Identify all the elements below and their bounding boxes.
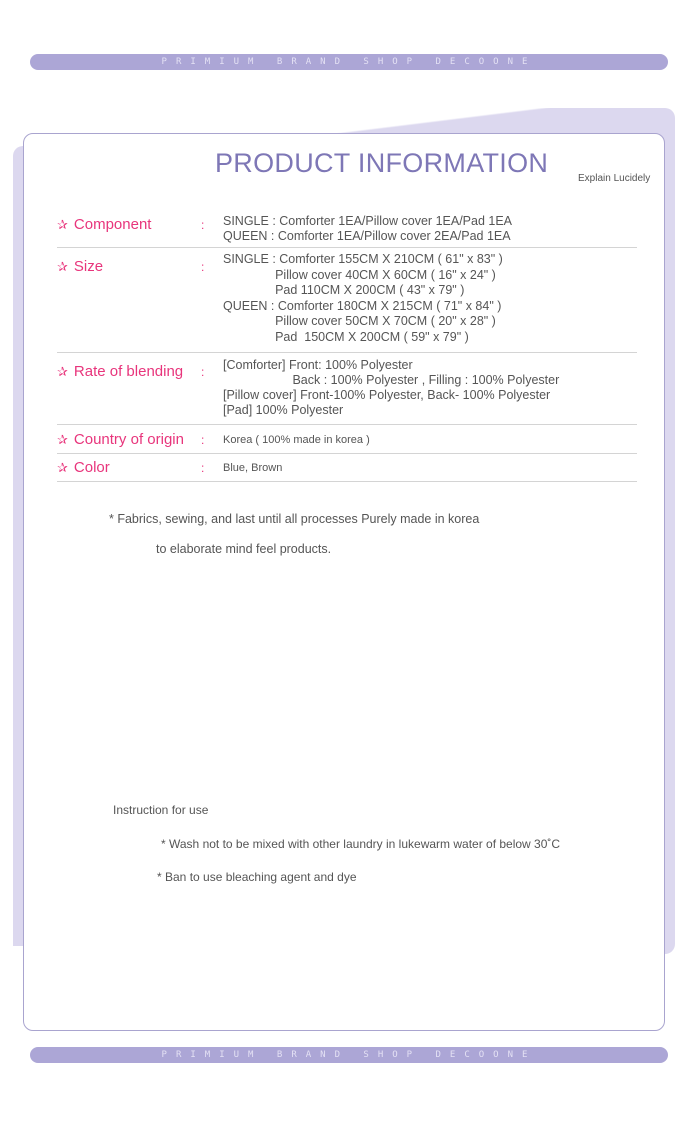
row-colon: : — [201, 433, 205, 447]
row-colon: : — [201, 461, 205, 475]
info-row-component — [57, 210, 637, 248]
row-value: Korea ( 100% made in korea ) — [223, 434, 370, 446]
page-title: PRODUCT INFORMATION — [215, 148, 549, 178]
info-row-origin — [57, 425, 637, 454]
fabrics-note-line1: * Fabrics, sewing, and last until all processes Purely made in korea — [109, 512, 480, 526]
row-colon: : — [201, 260, 205, 274]
star-icon: ✰ — [57, 217, 68, 232]
row-value: [Comforter] Front: 100% Polyester Back : 100% Polyester , Filling : 100% Polyester [Pillow cover] Front-100% Polyester, Back- 100% Polyester [Pad] 100% Polyester — [223, 358, 560, 417]
page-subtitle: Explain Lucidely — [578, 173, 651, 184]
info-row-color — [57, 454, 637, 482]
row-value: SINGLE : Comforter 155CM X 210CM ( 61" x 83" ) Pillow cover 40CM X 60CM ( 16" x 24" ) Pad 110CM X 200CM ( 43" x 79" ) QUEEN : Comforter 180CM X 215CM ( 71" x 84" ) Pillow cover 50CM X 70CM ( 20" x 28" ) Pad 150CM X 200CM ( 59" x 79" ) — [223, 252, 503, 344]
row-value: SINGLE : Comforter 1EA/Pillow cover 1EA/Pad 1EA QUEEN : Comforter 1EA/Pillow cover 2EA/Pad 1EA — [223, 214, 513, 243]
instruction-bleach: * Ban to use bleaching agent and dye — [157, 870, 357, 884]
bottom-brand-text: PRIMIUM BRAND SHOP DECOONE — [161, 1050, 537, 1060]
top-brand-bar — [30, 54, 668, 70]
row-label: Rate of blending — [73, 363, 184, 380]
star-icon: ✰ — [57, 432, 68, 447]
fabrics-note-line2: to elaborate mind feel products. — [156, 542, 332, 556]
star-icon: ✰ — [57, 364, 68, 379]
row-colon: : — [201, 365, 205, 379]
row-label: Component — [73, 216, 152, 233]
instruction-wash: * Wash not to be mixed with other laundry in lukewarm water of below 30˚C — [161, 837, 561, 851]
row-label: Country of origin — [73, 431, 184, 448]
row-label: Size — [73, 258, 104, 275]
star-icon: ✰ — [57, 460, 68, 475]
star-icon: ✰ — [57, 259, 68, 274]
info-row-size — [57, 248, 637, 353]
info-row-blending — [57, 353, 637, 425]
row-colon: : — [201, 218, 205, 232]
bottom-brand-bar — [30, 1047, 668, 1063]
row-value: Blue, Brown — [223, 462, 283, 474]
row-label: Color — [73, 459, 110, 476]
instruction-title: Instruction for use — [113, 803, 209, 817]
top-brand-text: PRIMIUM BRAND SHOP DECOONE — [161, 57, 537, 67]
